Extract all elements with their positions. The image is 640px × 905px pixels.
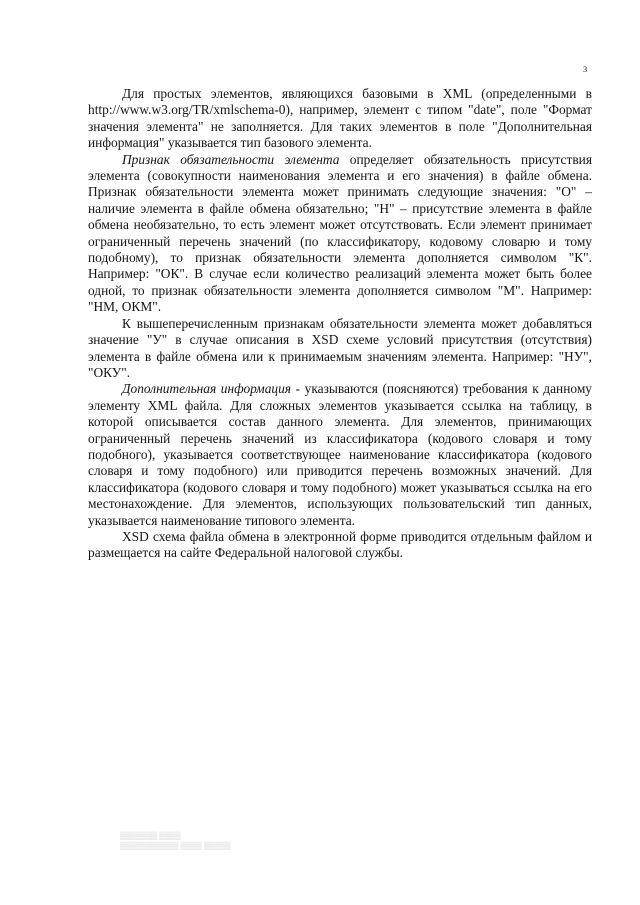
paragraph-mandatory-flag — [88, 152, 592, 316]
paragraph-xsd-schema — [88, 529, 592, 562]
paragraph-text: определяет обязательность присутствия элемента (совокупности наименования элемента и его значения) в файле обмена. Признак обязательности элемента может принимать следующие значения: "О" – наличие элемента в файле обмена обязательно; "Н" – присутствие элемента в файле обмена необязательно, то есть элемент может отсутствовать. Если элемент принимает ограниченный перечень значений (по классификатору, кодовому словарю и тому подобному), то признак обязательности элемента дополняется символом "К". Например: "ОК". В случае если количество реализаций элемента может быть более одной, то признак обязательности элемента дополняется символом "М". Например: "НМ, ОКМ". — [88, 151, 592, 315]
document-body — [88, 86, 592, 562]
paragraph-base-types — [88, 86, 592, 152]
stamp-line: ▒▒▒▒▒▒▒▒▒▒▒ ▒▒▒▒ ▒▒▒▒▒ — [120, 841, 231, 850]
page-number: 3 — [583, 64, 588, 74]
paragraph-text: XSD схема файла обмена в электронной форме приводится отдельным файлом и размещается на сайте Федеральной налоговой службы. — [88, 528, 592, 561]
paragraph-additional-info — [88, 381, 592, 529]
paragraph-condition-flag — [88, 316, 592, 382]
faint-registration-stamp — [120, 831, 230, 851]
paragraph-text: - указываются (поясняются) требования к данному элементу XML файла. Для сложных элементов указывается ссылка на таблицу, в которой описывается состав данного элемента. Для элементов, принимающих ограниченный перечень значений из классификатора (кодового словаря и тому подобного), указывается соответствующее наименование классификатора (кодового словаря и тому подобного) или приводится перечень возможных значений. Для классификатора (кодового словаря и тому подобного) может указываться ссылка на его местонахождение. Для элементов, использующих пользовательский тип данных, указывается наименование типового элемента. — [88, 381, 592, 528]
stamp-line: ▒▒▒▒▒▒▒ ▒▒▒▒ — [120, 831, 181, 840]
paragraph-text: К вышеперечисленным признакам обязательности элемента может добавляться значение "У" в случае описания в XSD схеме условий присутствия (отсутствия) элемента в файле обмена или к принимаемым значениям элемента. Например: "НУ", "ОКУ". — [88, 315, 592, 380]
paragraph-lead: Признак обязательности элемента — [122, 151, 340, 167]
paragraph-text: Для простых элементов, являющихся базовыми в XML (определенными в http://www.w3.org/TR/xmlschema-0), например, элемент с типом "date", поле "Формат значения элемента" не заполняется. Для таких элементов в поле "Дополнительная информация" указывается тип базового элемента. — [88, 86, 592, 151]
paragraph-lead: Дополнительная информация — [122, 381, 292, 397]
